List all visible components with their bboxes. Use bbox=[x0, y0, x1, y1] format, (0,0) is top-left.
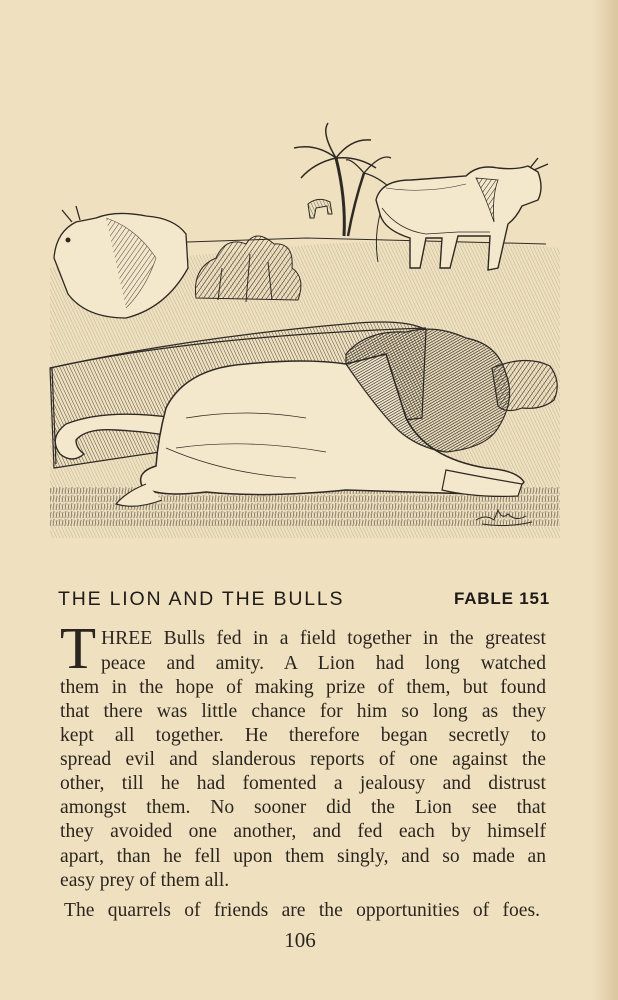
page-edge-shadow bbox=[592, 0, 618, 1000]
body-line: HREE Bulls fed in a field together in the greatest bbox=[101, 628, 546, 649]
page-number: 106 bbox=[284, 928, 316, 952]
fable-header bbox=[58, 588, 550, 616]
shrubs bbox=[195, 236, 300, 302]
body-line: that there was little chance for him so long as they bbox=[60, 701, 546, 722]
body-line: amongst them. No sooner did the Lion see that bbox=[60, 797, 546, 818]
fable-number: FABLE 151 bbox=[453, 589, 550, 608]
body-line: apart, than he fell upon them singly, and so made an bbox=[60, 846, 546, 867]
body-line: kept all together. He therefore began secretly to bbox=[60, 725, 546, 746]
body-line: other, till he had fomented a jealousy and distrust bbox=[60, 773, 546, 794]
body-line: they avoided one another, and fed each by himself bbox=[60, 821, 546, 842]
body-line: spread evil and slanderous reports of one against the bbox=[60, 749, 546, 770]
distant-bull bbox=[308, 199, 332, 218]
fable-moral: The quarrels of friends are the opportunities of foes. bbox=[64, 900, 540, 921]
fable-illustration bbox=[46, 118, 564, 538]
fable-title: THE LION AND THE BULLS bbox=[58, 588, 345, 610]
body-line: them in the hope of making prize of them, but found bbox=[60, 677, 546, 698]
body-line: peace and amity. A Lion had long watched bbox=[101, 653, 546, 674]
palm-trees bbox=[294, 123, 391, 236]
body-line: easy prey of them all. bbox=[60, 870, 230, 891]
drop-cap: T bbox=[60, 615, 97, 681]
